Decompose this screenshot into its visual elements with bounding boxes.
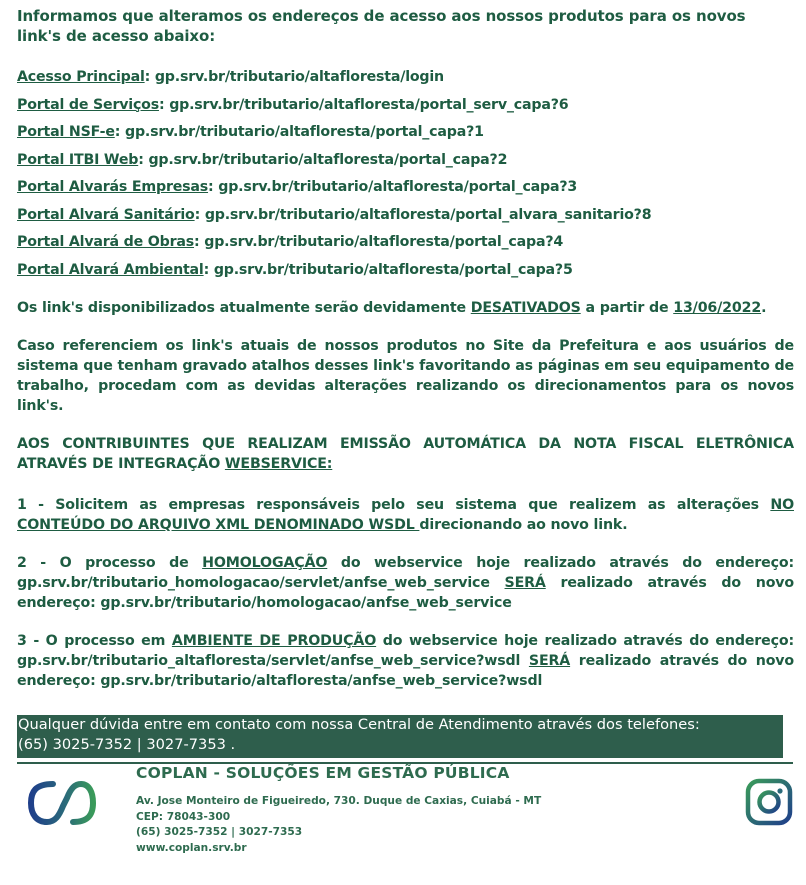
access-link-url: gp.srv.br/tributario/altafloresta/login [154,69,444,85]
access-link-separator: : [203,261,214,278]
access-link-row [17,147,794,175]
access-link-label[interactable]: Portal Alvará de Obras [17,234,195,250]
access-link-url: gp.srv.br/tributario/altafloresta/portal_capa?5 [213,261,573,278]
access-link-label[interactable]: Portal NSF-e [17,124,115,140]
company-cep: CEP: 78043-300 [136,810,231,823]
links-list [17,64,794,284]
access-link-separator: : [114,124,125,140]
notice-body [17,6,794,691]
company-phones: (65) 3025-7352 | 3027-7353 [136,826,303,838]
access-link-url: gp.srv.br/tributario/altafloresta/portal_capa?4 [204,234,564,250]
access-link-url: gp.srv.br/tributario/altafloresta/portal_capa?3 [218,179,578,195]
access-link-separator: : [144,69,155,85]
step-1: 1 - Solicitem as empresas responsáveis pelo seu sistema que realizem as alterações NO CONTEÚDO DO ARQUIVO XML DENOMINADO WSDL direcionando ao novo link. [17,497,794,533]
instagram-icon[interactable] [745,778,793,826]
shortcuts-notice: Caso referenciem os link's atuais de nossos produtos no Site da Prefeitura e aos usuários de sistema que tenham gravado atalhos desses link's favoritando as páginas em seu equipamento de trabalho, procedam com as devidas alterações realizando os direcionamentos para os novos link's. [17,338,794,414]
access-link-label[interactable]: Portal Alvará Sanitário [17,206,195,223]
company-website[interactable]: www.coplan.srv.br [136,841,247,854]
deactivation-date: 13/06/2022 [673,300,762,316]
access-link-url: gp.srv.br/tributario/altafloresta/portal_capa?1 [124,124,484,140]
access-link-label[interactable]: Portal Alvarás Empresas [17,179,209,195]
access-link-row [17,202,794,230]
access-link-separator: : [194,206,205,223]
intro-text: Informamos que alteramos os endereços de acesso aos nossos produtos para os novos link's de acesso abaixo: [17,7,746,45]
access-link-label[interactable]: Acesso Principal [17,69,145,85]
access-link-label[interactable]: Portal Alvará Ambiental [17,261,204,278]
access-link-separator: : [138,151,149,168]
access-link-label[interactable]: Portal ITBI Web [17,151,139,168]
access-link-url: gp.srv.br/tributario/altafloresta/portal_alvara_sanitario?8 [204,206,652,223]
coplan-logo-icon [27,778,97,828]
deactivation-notice: Os link's disponibilizados atualmente serão devidamente DESATIVADOS a partir de 13/06/2022. [17,300,767,316]
company-name: COPLAN - SOLUÇÕES EM GESTÃO PÚBLICA [136,764,510,782]
access-link-url: gp.srv.br/tributario/altafloresta/portal_serv_capa?6 [169,96,569,113]
access-link-separator: : [158,96,170,113]
step-3: 3 - O processo em AMBIENTE DE PRODUÇÃO do webservice hoje realizado através do endereço: gp.srv.br/tributario_altafloresta/servlet/anfse_web_service?wsdl SERÁ realizado através do novo endereço: gp.srv.br/tributario/altafloresta/anfse_web_service?wsdl [17,633,795,689]
contact-banner-line-2: (65) 3025-7352 | 3027-7353 . [18,736,236,753]
access-link-url: gp.srv.br/tributario/altafloresta/portal_capa?2 [148,151,508,168]
deactivated-word: DESATIVADOS [470,300,581,316]
access-link-separator: : [194,234,205,250]
step-2: 2 - O processo de HOMOLOGAÇÃO do webservice hoje realizado através do endereço: gp.srv.br/tributario_homologacao/servlet/anfse_web_service SERÁ realizado através do novo endereço: gp.srv.br/tributario/homologacao/anfse_web_service [17,555,794,611]
access-link-row [17,257,794,285]
access-link-row [17,92,794,120]
access-link-row [17,229,794,257]
contact-banner-line-1: Qualquer dúvida entre em contato com nossa Central de Atendimento através dos telefones: [18,716,700,733]
webservice-word: WEBSERVICE: [224,456,333,472]
access-link-separator: : [208,179,219,195]
access-link-label[interactable]: Portal de Serviços [17,96,159,113]
company-address: Av. Jose Monteiro de Figueiredo, 730. Duque de Caxias, Cuiabá - MT [136,795,542,807]
access-link-row [17,64,794,92]
contributors-heading: AOS CONTRIBUINTES QUE REALIZAM EMISSÃO AUTOMÁTICA DA NOTA FISCAL ELETRÔNICA ATRAVÉS DE INTEGRAÇÃO WEBSERVICE: [17,436,794,472]
access-link-row [17,119,794,147]
access-link-row [17,174,794,202]
contact-banner [17,715,783,758]
company-contact [136,794,541,856]
